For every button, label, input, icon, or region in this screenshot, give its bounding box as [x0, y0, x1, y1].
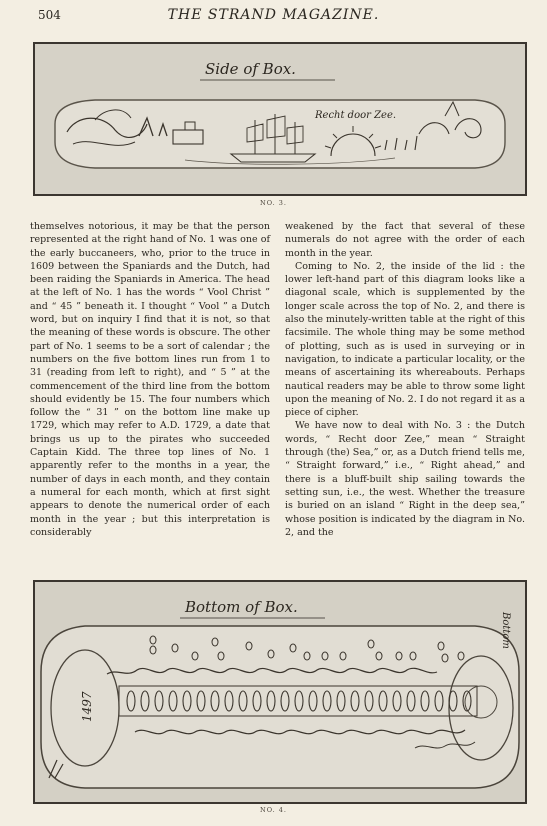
bottom-of-box-label: Bottom of Box. [185, 598, 298, 616]
page-number: 504 [38, 8, 61, 22]
figure-side-of-box [33, 42, 527, 196]
paragraph: Coming to No. 2, the inside of the lid : the lower left-hand part of this diagram looks like a diagonal scale, which is supplemented by the longer scale across the top of No. 2, and there is also the minutely-written table at the right of this facsimile. The whole thing may be some method of plotting, such as is used in surveying or in navigation, to indicate a particular locality, or the means of ascertaining its whereabouts. Perhaps nautical readers may be able to throw some light upon the meaning of No. 2. I do not regard it as a piece of cipher. [285, 260, 525, 419]
box-inscription: Recht door Zee. [315, 110, 397, 121]
year-mark: 1497 [80, 691, 94, 722]
paragraph: themselves notorious, it may be that the person represented at the right hand of No. 1 was one of the early buccaneers, who, prior to the truce in 1609 between the Spaniards and the Dutch, had been raiding the Spaniards in America. The head at the left of No. 1 has the words “ Vool Christ ” and “ 45 ” beneath it. I thought “ Vool ” a Dutch word, but on inquiry I find that it is not, so that the meaning of these words is obscure. The other part of No. 1 seems to be a sort of calendar ; the numbers on the five bottom lines run from 1 to 31 (reading from left to right), and “ 5 ” at the commencement of the third line from the bottom should evidently be 15. The four numbers which follow the “ 31 ” on the bottom line make up 1729, which may refer to A.D. 1729, a date that brings us up to the pirates who succeeded Captain Kidd. The three top lines of No. 1 apparently refer to the months in a year, the number of days in each month, and they contain a numeral for each month, which at first sight appears to denote the numerical order of each month in the year ; but this interpretation is considerably [30, 221, 270, 538]
article-right-column [285, 220, 525, 539]
figure-bottom-of-box [33, 580, 527, 804]
side-of-box-label: Side of Box. [205, 60, 296, 78]
caption-no-3: NO. 3. [260, 199, 287, 207]
page-header [0, 0, 547, 26]
side-of-box-illustration [35, 44, 525, 194]
article-left-column [30, 220, 270, 539]
paragraph: We have now to deal with No. 3 : the Dutch words, “ Recht door Zee,” mean “ Straight through (the) Sea,” or, as a Dutch friend tells me, “ Straight forward,” i.e., “ Right ahead,” and there is a bluff-built ship sailing towards the setting sun, i.e., the west. Whether the treasure is buried on an island “ Right in the deep sea,” whose position is indicated by the diagram in No. 2, and the [285, 420, 525, 538]
side-label: Bottom [500, 612, 511, 649]
magazine-title: THE STRAND MAGAZINE. [167, 7, 380, 23]
paragraph: weakened by the fact that several of these numerals do not agree with the order of each month in the year. [285, 221, 525, 259]
bottom-of-box-illustration [35, 582, 525, 802]
caption-no-4: NO. 4. [260, 806, 287, 814]
